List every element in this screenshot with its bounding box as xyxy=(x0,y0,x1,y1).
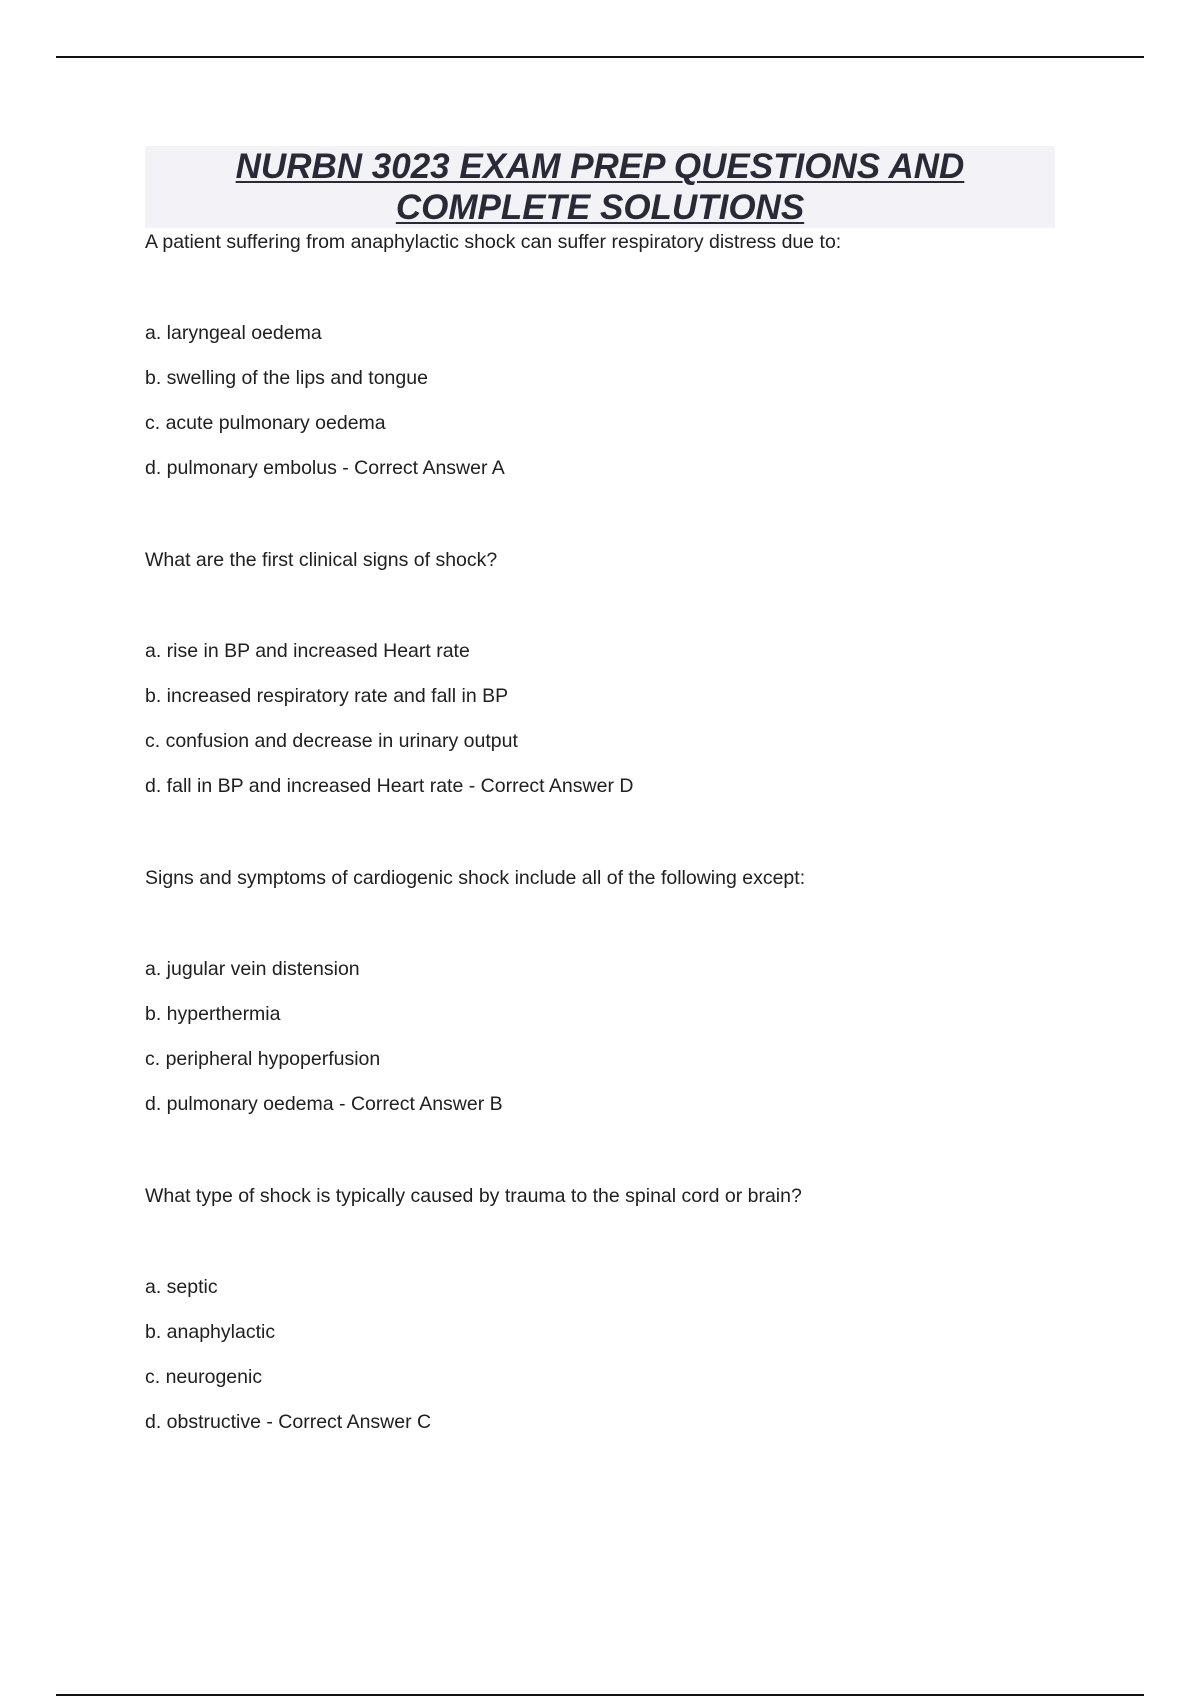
question-block xyxy=(145,546,1145,864)
option-c: c. acute pulmonary oedema xyxy=(145,412,386,434)
title-line-2: COMPLETE SOLUTIONS xyxy=(395,188,805,227)
question-text: Signs and symptoms of cardiogenic shock include all of the following except: xyxy=(145,867,806,889)
title-line-1: NURBN 3023 EXAM PREP QUESTIONS AND xyxy=(235,147,965,186)
option-d-answer: d. obstructive - Correct Answer C xyxy=(145,1411,432,1433)
question-block xyxy=(145,1182,1145,1500)
header-rule xyxy=(56,56,1144,58)
option-d-answer: d. fall in BP and increased Heart rate - Correct Answer D xyxy=(145,775,634,797)
question-text: What are the first clinical signs of shock? xyxy=(145,549,498,571)
option-a: a. rise in BP and increased Heart rate xyxy=(145,640,470,662)
option-d-answer: d. pulmonary oedema - Correct Answer B xyxy=(145,1093,503,1115)
option-b: b. anaphylactic xyxy=(145,1321,276,1343)
question-text: A patient suffering from anaphylactic shock can suffer respiratory distress due to: xyxy=(145,231,842,253)
option-b: b. increased respiratory rate and fall in BP xyxy=(145,685,509,707)
question-text: What type of shock is typically caused by trauma to the spinal cord or brain? xyxy=(145,1185,802,1207)
questions-list xyxy=(145,228,1145,1500)
option-c: c. peripheral hypoperfusion xyxy=(145,1048,381,1070)
option-c: c. confusion and decrease in urinary output xyxy=(145,730,518,752)
question-block xyxy=(145,864,1145,1182)
option-b: b. hyperthermia xyxy=(145,1003,281,1025)
option-a: a. septic xyxy=(145,1276,218,1298)
question-block xyxy=(145,228,1145,546)
option-a: a. jugular vein distension xyxy=(145,958,360,980)
footer-rule xyxy=(56,1694,1144,1696)
option-b: b. swelling of the lips and tongue xyxy=(145,367,428,389)
option-a: a. laryngeal oedema xyxy=(145,322,322,344)
option-c: c. neurogenic xyxy=(145,1366,263,1388)
option-d-answer: d. pulmonary embolus - Correct Answer A xyxy=(145,457,505,479)
document-title xyxy=(145,146,1055,228)
